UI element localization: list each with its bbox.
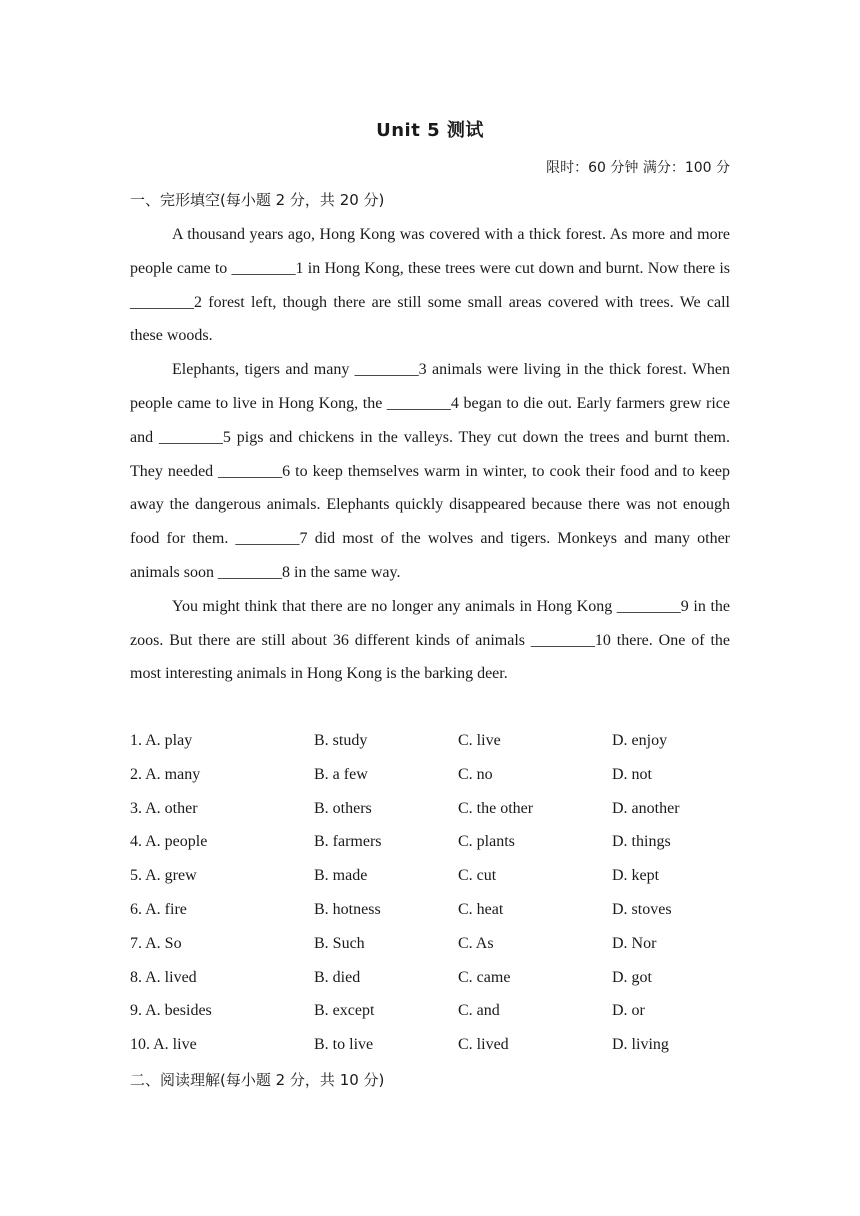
option-d: D. things — [612, 833, 671, 851]
option-b: B. farmers — [314, 833, 382, 851]
option-b: B. made — [314, 867, 368, 885]
time-score-info: 限时：60 分钟 满分：100 分 — [546, 160, 730, 176]
option-c: C. heat — [458, 900, 504, 918]
option-a: 9. A. besides — [130, 1002, 212, 1020]
option-d: D. not — [612, 765, 652, 783]
option-b: B. except — [314, 1002, 375, 1020]
option-a: 4. A. people — [130, 833, 208, 851]
option-c: C. and — [458, 1002, 500, 1020]
option-a: 1. A. play — [130, 732, 193, 749]
question-options-row — [130, 825, 730, 859]
option-a: 8. A. lived — [130, 968, 197, 986]
option-c: C. the other — [458, 799, 534, 817]
section-heading-cloze: 一、完形填空(每小题 2 分，共 20 分) — [130, 191, 385, 209]
option-b: B. died — [314, 968, 361, 986]
option-a: 3. A. other — [130, 799, 198, 817]
option-d: D. another — [612, 799, 680, 817]
option-a: 6. A. fire — [130, 900, 187, 918]
section-heading-reading: 二、阅读理解(每小题 2 分，共 10 分) — [130, 1071, 385, 1089]
cloze-options — [130, 724, 730, 1062]
option-a: 5. A. grew — [130, 867, 197, 885]
option-d: D. stoves — [612, 900, 672, 918]
passage-paragraph: Elephants, tigers and many ________3 animals were living in the thick forest. When people came to live in Hong Kong, the ________4 began to die out. Early farmers grew rice and ________5 pigs and chickens in the valleys. They cut down the trees and burnt them. They needed ________6 to keep themselves warm in winter, to cook their food and to keep away the dangerous animals. Elephants quickly disappeared because there was not enough food for them. ________7 did most of the wolves and tigers. Monkeys and many other animals soon ________8 in the same way. — [130, 361, 730, 581]
page-title: Unit 5 测试 — [376, 120, 484, 141]
option-d: D. Nor — [612, 934, 657, 952]
question-options-row — [130, 758, 730, 792]
option-b: B. hotness — [314, 900, 381, 918]
option-d: D. got — [612, 968, 652, 986]
question-options-row — [130, 927, 730, 961]
option-c: C. came — [458, 968, 511, 986]
option-d: D. living — [612, 1036, 669, 1054]
question-options-row — [130, 893, 730, 927]
option-d: D. enjoy — [612, 732, 668, 749]
option-c: C. plants — [458, 833, 515, 851]
option-d: D. or — [612, 1002, 645, 1020]
option-c: C. no — [458, 765, 493, 783]
question-options-row — [130, 994, 730, 1028]
option-a: 10. A. live — [130, 1036, 197, 1054]
option-b: B. a few — [314, 765, 368, 783]
question-options-row — [130, 792, 730, 826]
option-b: B. to live — [314, 1036, 374, 1054]
option-c: C. As — [458, 934, 494, 952]
option-c: C. cut — [458, 867, 497, 885]
option-b: B. Such — [314, 934, 365, 952]
passage-paragraph: You might think that there are no longer any animals in Hong Kong ________9 in the zoos. But there are still about 36 different kinds of animals ________10 there. One of the most interesting animals in Hong Kong is the barking deer. — [130, 597, 730, 683]
question-options-row — [130, 724, 730, 758]
question-options-row — [130, 1028, 730, 1062]
cloze-passage — [130, 218, 730, 691]
option-b: B. others — [314, 799, 372, 817]
question-options-row — [130, 961, 730, 995]
passage-paragraph: A thousand years ago, Hong Kong was covered with a thick forest. As more and more people came to ________1 in Hong Kong, these trees were cut down and burnt. Now there is ________2 forest left, though there are still some small areas covered with trees. We call these woods. — [130, 226, 730, 345]
option-d: D. kept — [612, 867, 660, 885]
question-options-row — [130, 859, 730, 893]
option-c: C. lived — [458, 1036, 509, 1054]
option-a: 7. A. So — [130, 934, 182, 952]
option-c: C. live — [458, 732, 501, 749]
option-a: 2. A. many — [130, 765, 201, 783]
option-b: B. study — [314, 732, 368, 749]
